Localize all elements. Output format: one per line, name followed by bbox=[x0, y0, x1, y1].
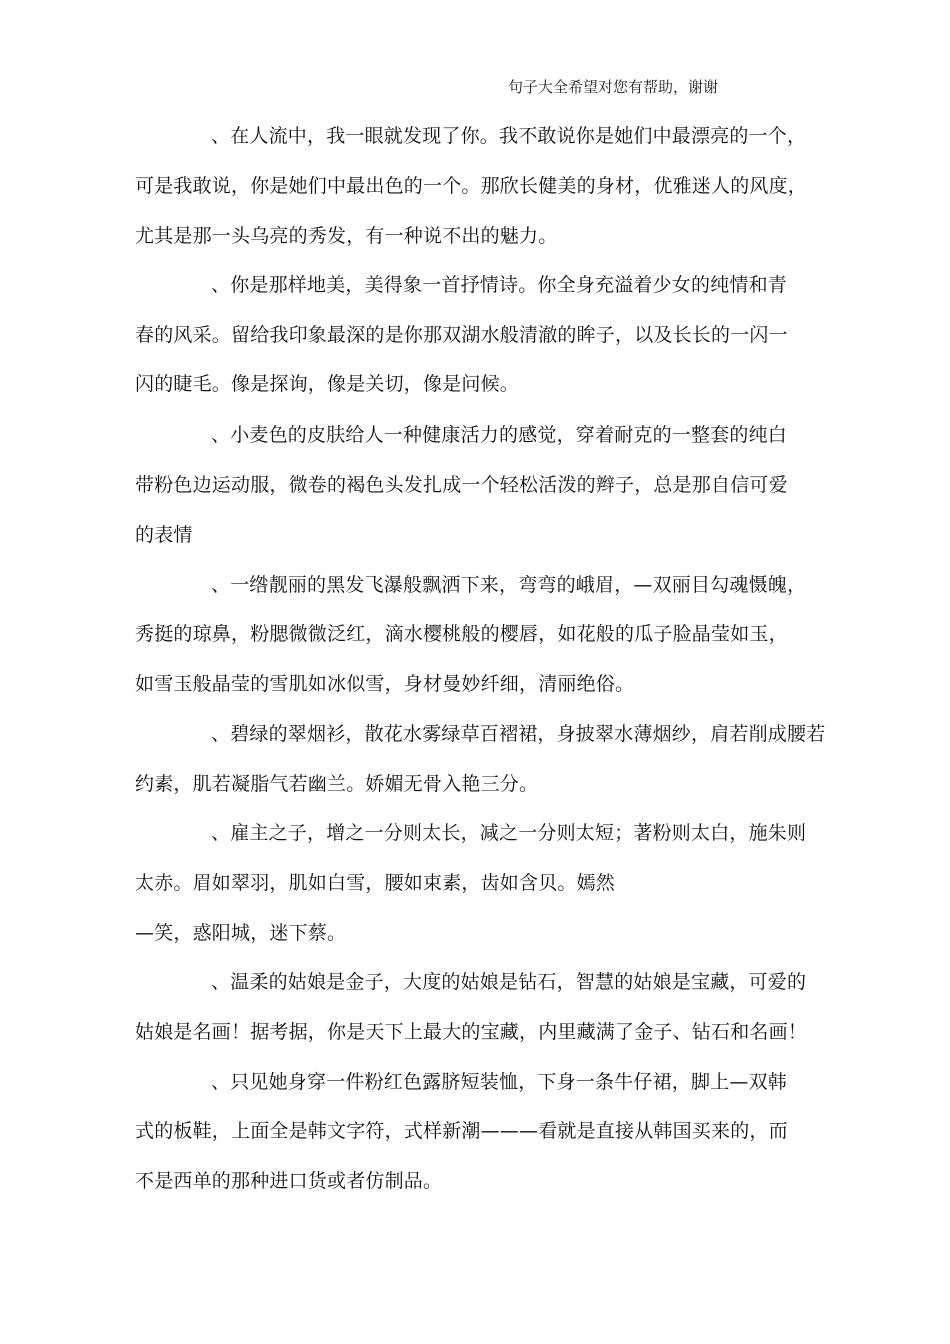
text-line: 不是西单的那种进口货或者仿制品。 bbox=[135, 1170, 443, 1192]
text-line: 、只见她身穿一件粉红色露脐短装恤，下身一条牛仔裙，脚上—双韩 bbox=[211, 1071, 788, 1093]
text-line: 如雪玉般晶莹的雪肌如冰似雪，身材曼妙纤细，清丽绝俗。 bbox=[135, 673, 635, 695]
text-line: —笑，惑阳城，迷下蔡。 bbox=[135, 922, 347, 944]
text-line: 秀挺的琼鼻，粉腮微微泛红，滴水樱桃般的樱唇，如花般的瓜子脸晶莹如玉， bbox=[135, 623, 788, 645]
text-line: 、一绺靓丽的黑发飞瀑般飘洒下来，弯弯的峨眉，—双丽目勾魂慑魄， bbox=[211, 574, 807, 596]
text-line: 的表情 bbox=[135, 524, 193, 546]
text-line: 、雇主之子，增之一分则太长，减之一分则太短；著粉则太白，施朱则 bbox=[211, 822, 807, 844]
text-line: 带粉色边运动服，微卷的褐色头发扎成一个轻松活泼的辫子，总是那自信可爱 bbox=[135, 474, 788, 496]
text-line: 可是我敢说，你是她们中最出色的一个。那欣长健美的身材，优雅迷人的风度， bbox=[135, 175, 808, 197]
text-line: 太赤。眉如翠羽，肌如白雪，腰如束素，齿如含贝。嫣然 bbox=[135, 872, 616, 894]
text-line: 约素，肌若凝脂气若幽兰。娇媚无骨入艳三分。 bbox=[135, 773, 539, 795]
text-line: 、温柔的姑娘是金子，大度的姑娘是钻石，智慧的姑娘是宝藏，可爱的 bbox=[211, 971, 807, 993]
text-line: 姑娘是名画！据考据，你是天下上最大的宝藏，内里藏满了金子、钻石和名画！ bbox=[135, 1021, 808, 1043]
text-line: 、小麦色的皮肤给人一种健康活力的感觉，穿着耐克的一整套的纯白 bbox=[211, 424, 788, 446]
text-line: 式的板鞋，上面全是韩文字符，式样新潮———看就是直接从韩国买来的，而 bbox=[135, 1120, 788, 1142]
text-line: 、你是那样地美，美得象一首抒情诗。你全身充溢着少女的纯情和青 bbox=[211, 274, 788, 296]
text-line: 闪的睫毛。像是探询，像是关切，像是问候。 bbox=[135, 373, 520, 395]
text-line: 、在人流中，我一眼就发现了你。我不敢说你是她们中最漂亮的一个， bbox=[211, 125, 807, 147]
header-note: 句子大全希望对您有帮助，谢谢 bbox=[508, 78, 719, 96]
text-line: 、碧绿的翠烟衫，散花水雾绿草百褶裙，身披翠水薄烟纱，肩若削成腰若 bbox=[211, 723, 826, 745]
text-line: 春的风采。留给我印象最深的是你那双湖水般清澈的眸子，以及长长的一闪一 bbox=[135, 324, 788, 346]
text-line: 尤其是那一头乌亮的秀发，有一种说不出的魅力。 bbox=[135, 225, 558, 247]
